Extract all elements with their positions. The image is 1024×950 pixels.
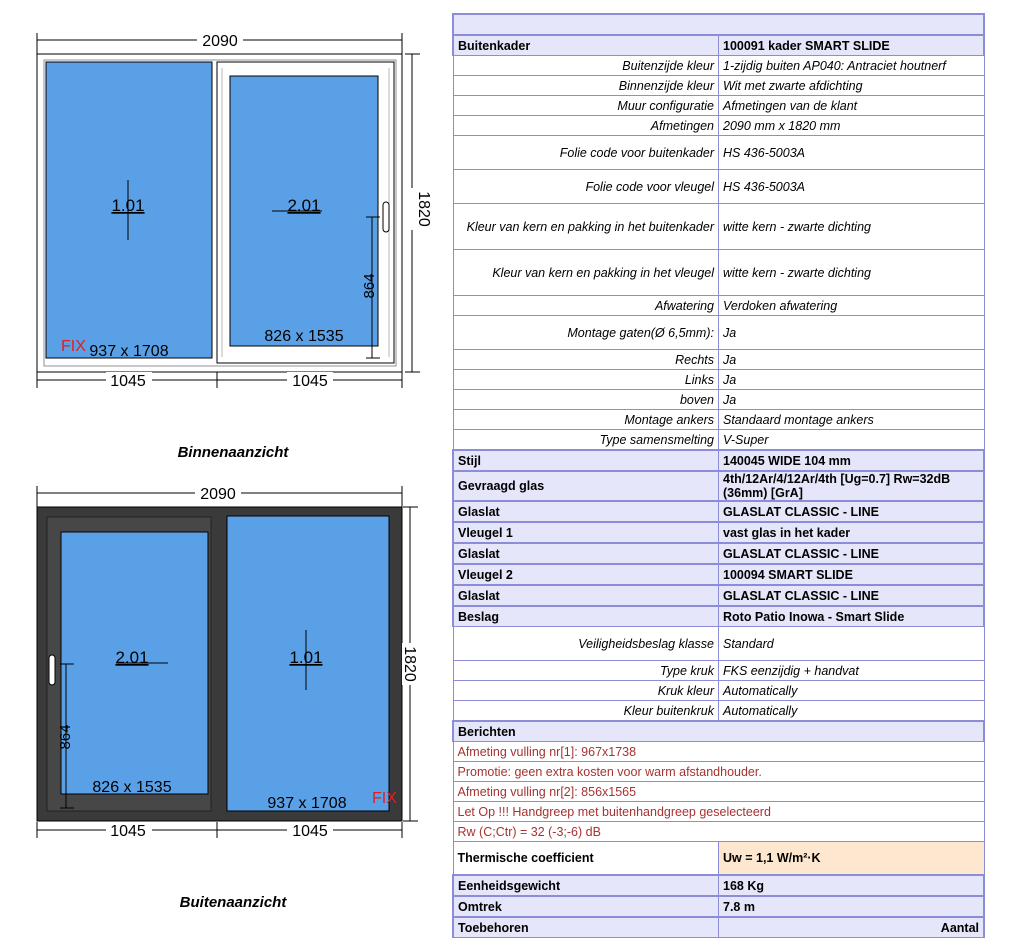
spec-row (453, 627, 984, 661)
accessories-header-row (453, 917, 984, 938)
spec-row (453, 370, 984, 390)
spec-key: Kruk kleur (453, 681, 719, 701)
spec-key: Kleur buitenkruk (453, 701, 719, 722)
spec-key: Berichten (453, 721, 984, 742)
spec-value: Standard (719, 627, 985, 661)
inside-panel-1-id: 1.01 (111, 196, 145, 215)
spec-value: Verdoken afwatering (719, 296, 985, 316)
inside-handle (383, 202, 389, 232)
spec-row (453, 661, 984, 681)
spec-key: Type samensmelting (453, 430, 719, 451)
outside-total-width: 2090 (200, 486, 236, 503)
message-text: Afmeting vulling nr[2]: 856x1565 (453, 782, 984, 802)
spec-key: Buitenkader (453, 35, 719, 56)
spec-value: Uw = 1,1 W/m²·K (719, 842, 985, 876)
spec-row (453, 585, 984, 606)
inside-view-caption: Binnenaanzicht (177, 444, 289, 461)
spec-key: Eenheidsgewicht (453, 875, 719, 896)
outside-panel-2-size: 937 x 1708 (267, 795, 347, 812)
spec-row (453, 701, 984, 722)
spec-row (453, 896, 984, 917)
spec-value: HS 436-5003A (719, 136, 985, 170)
spec-key: Folie code voor buitenkader (453, 136, 719, 170)
spec-value: witte kern - zwarte dichting (719, 204, 985, 250)
inside-fix-tag: FIX (61, 338, 86, 355)
message-text: Promotie: geen extra kosten voor warm afstandhouder. (453, 762, 984, 782)
spec-value: FKS eenzijdig + handvat (719, 661, 985, 681)
spec-row (453, 390, 984, 410)
spec-key: Folie code voor vleugel (453, 170, 719, 204)
spec-row (453, 822, 984, 842)
spec-row (453, 681, 984, 701)
spec-row (453, 35, 984, 56)
outside-handle-height: 864 (57, 724, 74, 750)
spec-row (453, 471, 984, 501)
spec-row (453, 76, 984, 96)
spec-row (453, 136, 984, 170)
spec-value: Automatically (719, 681, 985, 701)
spec-value: Ja (719, 370, 985, 390)
spec-value: Ja (719, 350, 985, 370)
accessories-label: Toebehoren (453, 917, 719, 938)
message-text: Rw (C;Ctr) = 32 (-3;-6) dB (453, 822, 984, 842)
spec-value: Standaard montage ankers (719, 410, 985, 430)
spec-key: Glaslat (453, 585, 719, 606)
spec-key: Gevraagd glas (453, 471, 719, 501)
spec-row (453, 802, 984, 822)
spec-key: boven (453, 390, 719, 410)
spec-value: 7.8 m (719, 896, 985, 917)
outside-height: 1820 (401, 646, 418, 682)
message-text: Let Op !!! Handgreep met buitenhandgreep geselecteerd (453, 802, 984, 822)
outside-fix-tag: FIX (372, 790, 397, 807)
inside-left-width: 1045 (110, 373, 146, 390)
spec-row (453, 782, 984, 802)
spec-value: Ja (719, 390, 985, 410)
spec-value: 140045 WIDE 104 mm (719, 450, 985, 471)
spec-row (453, 875, 984, 896)
spec-key: Montage gaten(Ø 6,5mm): (453, 316, 719, 350)
spec-row (453, 316, 984, 350)
spec-value: Afmetingen van de klant (719, 96, 985, 116)
spec-key: Omtrek (453, 896, 719, 917)
spec-key: Type kruk (453, 661, 719, 681)
spec-value: 1-zijdig buiten AP040: Antraciet houtnerf (719, 56, 985, 76)
outside-view-caption: Buitenaanzicht (179, 894, 287, 911)
outside-right-width: 1045 (292, 823, 328, 840)
spec-key: Buitenzijde kleur (453, 56, 719, 76)
spec-value: V-Super (719, 430, 985, 451)
spec-row (453, 762, 984, 782)
spec-row (453, 450, 984, 471)
spec-key: Muur configuratie (453, 96, 719, 116)
spec-row (453, 842, 984, 876)
outside-panel-1-id: 2.01 (115, 648, 149, 667)
message-text: Afmeting vulling nr[1]: 967x1738 (453, 742, 984, 762)
spec-row (453, 296, 984, 316)
spec-value: GLASLAT CLASSIC - LINE (719, 543, 985, 564)
outside-handle (49, 655, 55, 685)
spec-row (453, 350, 984, 370)
spec-row (453, 543, 984, 564)
spec-row (453, 606, 984, 627)
spec-value: 4th/12Ar/4/12Ar/4th [Ug=0.7] Rw=32dB (36mm) [GrA] (719, 471, 985, 501)
spec-row (453, 522, 984, 543)
spec-key: Stijl (453, 450, 719, 471)
inside-panel-2-id: 2.01 (287, 196, 321, 215)
spec-row (453, 116, 984, 136)
spec-value: vast glas in het kader (719, 522, 985, 543)
spec-table (452, 13, 985, 938)
spec-value: 100091 kader SMART SLIDE (719, 35, 985, 56)
spec-key: Vleugel 2 (453, 564, 719, 585)
spec-value: Ja (719, 316, 985, 350)
spec-value: 100094 SMART SLIDE (719, 564, 985, 585)
spec-key: Rechts (453, 350, 719, 370)
spec-key: Kleur van kern en pakking in het vleugel (453, 250, 719, 296)
spec-key: Glaslat (453, 501, 719, 522)
spec-value: Roto Patio Inowa - Smart Slide (719, 606, 985, 627)
spec-header-blank (453, 14, 984, 35)
outside-view (37, 485, 419, 840)
inside-right-width: 1045 (292, 373, 328, 390)
spec-key: Afmetingen (453, 116, 719, 136)
spec-value: Wit met zwarte afdichting (719, 76, 985, 96)
inside-panel-1-size: 937 x 1708 (89, 343, 169, 360)
spec-key: Thermische coefficient (453, 842, 719, 876)
spec-key: Glaslat (453, 543, 719, 564)
spec-key: Afwatering (453, 296, 719, 316)
spec-row (453, 430, 984, 451)
spec-row (453, 96, 984, 116)
spec-row (453, 170, 984, 204)
inside-view (37, 32, 432, 390)
quantity-label: Aantal (719, 917, 985, 938)
spec-row (453, 721, 984, 742)
spec-value: witte kern - zwarte dichting (719, 250, 985, 296)
spec-value: 2090 mm x 1820 mm (719, 116, 985, 136)
spec-value: GLASLAT CLASSIC - LINE (719, 501, 985, 522)
spec-row (453, 501, 984, 522)
inside-panel-2-size: 826 x 1535 (264, 328, 344, 345)
inside-total-width: 2090 (202, 33, 238, 50)
outside-panel-2-id: 1.01 (289, 648, 323, 667)
spec-key: Vleugel 1 (453, 522, 719, 543)
spec-row (453, 742, 984, 762)
spec-key: Montage ankers (453, 410, 719, 430)
spec-key: Binnenzijde kleur (453, 76, 719, 96)
spec-key: Veiligheidsbeslag klasse (453, 627, 719, 661)
outside-panel-1-size: 826 x 1535 (92, 779, 172, 796)
spec-value: GLASLAT CLASSIC - LINE (719, 585, 985, 606)
spec-row (453, 56, 984, 76)
spec-value: 168 Kg (719, 875, 985, 896)
spec-row (453, 410, 984, 430)
spec-row (453, 564, 984, 585)
spec-key: Beslag (453, 606, 719, 627)
spec-value: HS 436-5003A (719, 170, 985, 204)
outside-left-width: 1045 (110, 823, 146, 840)
window-drawings (0, 0, 450, 950)
spec-row (453, 250, 984, 296)
spec-value: Automatically (719, 701, 985, 722)
inside-height: 1820 (415, 191, 432, 227)
spec-key: Kleur van kern en pakking in het buitenkader (453, 204, 719, 250)
spec-key: Links (453, 370, 719, 390)
inside-handle-height: 864 (361, 273, 378, 299)
spec-row (453, 204, 984, 250)
